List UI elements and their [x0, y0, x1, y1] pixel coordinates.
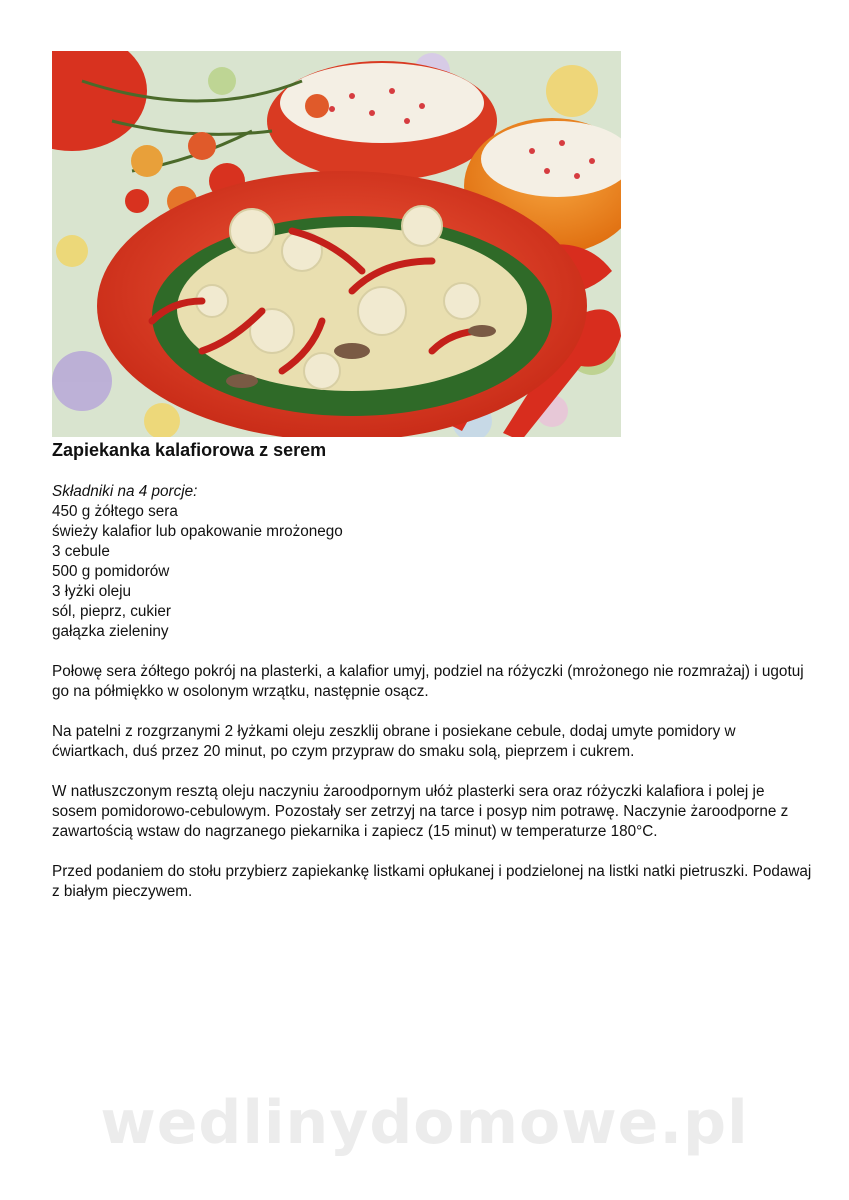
ingredient-item: sól, pieprz, cukier [52, 603, 172, 620]
ingredient-item: 3 łyżki oleju [52, 583, 132, 600]
recipe-photo [52, 51, 621, 437]
watermark: wedlinydomowe.pl [100, 1088, 749, 1158]
ingredients-list [52, 502, 812, 642]
ingredients-heading: Składniki na 4 porcje: [52, 483, 198, 500]
step-paragraph-4: Przed podaniem do stołu przybierz zapiekankę listkami opłukanej i podzielonej na listki natki pietruszki. Podawaj z białym pieczywem. [52, 863, 812, 900]
ingredient-item: 500 g pomidorów [52, 563, 170, 580]
step-paragraph-3: W natłuszczonym resztą oleju naczyniu żaroodpornym ułóż plasterki sera oraz różyczki kalafiora i polej je sosem pomidorowo-cebulowym. Pozostały ser zetrzyj na tarce i posyp nim potrawę. Naczynie żaroodporne z zawartością wstaw do nagrzanego piekarnika i zapiecz (15 minut) w temperaturze 180°C. [52, 783, 789, 840]
step-paragraph-1: Połowę sera żółtego pokrój na plasterki, a kalafior umyj, podziel na różyczki (mrożonego nie rozmrażaj) i ugotuj go na półmiękko w osolonym wrzątku, następnie osącz. [52, 663, 804, 700]
ingredient-item: gałązka zieleniny [52, 623, 169, 640]
recipe-content [52, 482, 812, 902]
step-paragraph-2: Na patelni z rozgrzanymi 2 łyżkami oleju zeszklij obrane i posiekane cebule, dodaj umyte pomidory w ćwiartkach, duś przez 20 minut, po czym przypraw do smaku solą, pieprzem i cukrem. [52, 723, 736, 760]
ingredient-item: 3 cebule [52, 543, 110, 560]
recipe-title: Zapiekanka kalafiorowa z serem [52, 440, 327, 460]
ingredient-item: świeży kalafior lub opakowanie mrożonego [52, 523, 343, 540]
ingredient-item: 450 g żółtego sera [52, 503, 178, 520]
